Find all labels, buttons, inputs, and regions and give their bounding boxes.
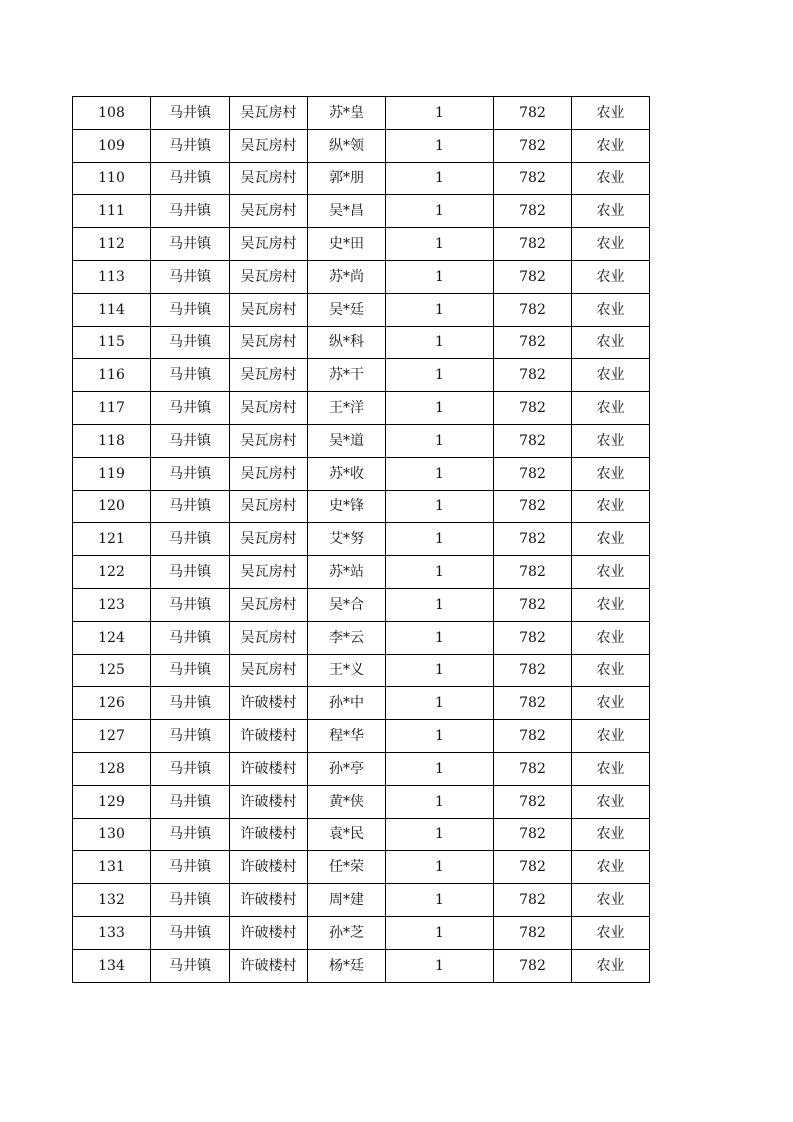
type-cell: 农业 (572, 752, 650, 785)
town-cell: 马井镇 (151, 97, 230, 130)
count-cell: 1 (386, 260, 494, 293)
amount-cell: 782 (494, 851, 572, 884)
town-cell: 马井镇 (151, 326, 230, 359)
name-cell: 黄*侠 (308, 785, 386, 818)
row-number-cell: 117 (73, 392, 151, 425)
town-cell: 马井镇 (151, 523, 230, 556)
table-row (73, 916, 650, 949)
town-cell: 马井镇 (151, 195, 230, 228)
table-row (73, 490, 650, 523)
amount-cell: 782 (494, 424, 572, 457)
village-cell: 吴瓦房村 (230, 228, 308, 261)
table-row (73, 523, 650, 556)
type-cell: 农业 (572, 392, 650, 425)
village-cell: 许破楼村 (230, 752, 308, 785)
town-cell: 马井镇 (151, 785, 230, 818)
type-cell: 农业 (572, 424, 650, 457)
count-cell: 1 (386, 457, 494, 490)
amount-cell: 782 (494, 752, 572, 785)
town-cell: 马井镇 (151, 293, 230, 326)
town-cell: 马井镇 (151, 884, 230, 917)
amount-cell: 782 (494, 392, 572, 425)
table-row (73, 97, 650, 130)
count-cell: 1 (386, 424, 494, 457)
amount-cell: 782 (494, 457, 572, 490)
town-cell: 马井镇 (151, 687, 230, 720)
type-cell: 农业 (572, 195, 650, 228)
name-cell: 吴*合 (308, 588, 386, 621)
amount-cell: 782 (494, 949, 572, 982)
count-cell: 1 (386, 588, 494, 621)
amount-cell: 782 (494, 293, 572, 326)
count-cell: 1 (386, 523, 494, 556)
row-number-cell: 132 (73, 884, 151, 917)
town-cell: 马井镇 (151, 392, 230, 425)
village-cell: 许破楼村 (230, 916, 308, 949)
table-row (73, 195, 650, 228)
row-number-cell: 130 (73, 818, 151, 851)
name-cell: 纵*科 (308, 326, 386, 359)
table-row (73, 457, 650, 490)
village-cell: 吴瓦房村 (230, 621, 308, 654)
type-cell: 农业 (572, 359, 650, 392)
document-page (72, 96, 650, 983)
table-row (73, 752, 650, 785)
town-cell: 马井镇 (151, 228, 230, 261)
table-row (73, 228, 650, 261)
village-cell: 吴瓦房村 (230, 556, 308, 589)
name-cell: 纵*领 (308, 129, 386, 162)
name-cell: 史*田 (308, 228, 386, 261)
amount-cell: 782 (494, 720, 572, 753)
table-row (73, 654, 650, 687)
name-cell: 孙*亭 (308, 752, 386, 785)
row-number-cell: 129 (73, 785, 151, 818)
name-cell: 王*洋 (308, 392, 386, 425)
amount-cell: 782 (494, 556, 572, 589)
village-cell: 吴瓦房村 (230, 654, 308, 687)
type-cell: 农业 (572, 851, 650, 884)
count-cell: 1 (386, 654, 494, 687)
count-cell: 1 (386, 97, 494, 130)
village-cell: 许破楼村 (230, 720, 308, 753)
count-cell: 1 (386, 228, 494, 261)
name-cell: 杨*廷 (308, 949, 386, 982)
amount-cell: 782 (494, 260, 572, 293)
count-cell: 1 (386, 556, 494, 589)
type-cell: 农业 (572, 818, 650, 851)
amount-cell: 782 (494, 916, 572, 949)
village-cell: 吴瓦房村 (230, 457, 308, 490)
town-cell: 马井镇 (151, 457, 230, 490)
village-cell: 吴瓦房村 (230, 588, 308, 621)
records-table (72, 96, 650, 983)
name-cell: 苏*尚 (308, 260, 386, 293)
amount-cell: 782 (494, 97, 572, 130)
name-cell: 王*义 (308, 654, 386, 687)
row-number-cell: 133 (73, 916, 151, 949)
type-cell: 农业 (572, 457, 650, 490)
amount-cell: 782 (494, 326, 572, 359)
town-cell: 马井镇 (151, 129, 230, 162)
row-number-cell: 113 (73, 260, 151, 293)
type-cell: 农业 (572, 916, 650, 949)
name-cell: 郭*朋 (308, 162, 386, 195)
row-number-cell: 115 (73, 326, 151, 359)
count-cell: 1 (386, 916, 494, 949)
table-row (73, 949, 650, 982)
row-number-cell: 134 (73, 949, 151, 982)
name-cell: 吴*昌 (308, 195, 386, 228)
amount-cell: 782 (494, 195, 572, 228)
count-cell: 1 (386, 720, 494, 753)
row-number-cell: 127 (73, 720, 151, 753)
name-cell: 吴*道 (308, 424, 386, 457)
amount-cell: 782 (494, 129, 572, 162)
name-cell: 程*华 (308, 720, 386, 753)
name-cell: 任*荣 (308, 851, 386, 884)
count-cell: 1 (386, 293, 494, 326)
row-number-cell: 126 (73, 687, 151, 720)
type-cell: 农业 (572, 97, 650, 130)
village-cell: 吴瓦房村 (230, 424, 308, 457)
count-cell: 1 (386, 949, 494, 982)
table-row (73, 720, 650, 753)
village-cell: 许破楼村 (230, 884, 308, 917)
count-cell: 1 (386, 195, 494, 228)
count-cell: 1 (386, 392, 494, 425)
village-cell: 吴瓦房村 (230, 523, 308, 556)
type-cell: 农业 (572, 490, 650, 523)
count-cell: 1 (386, 752, 494, 785)
row-number-cell: 125 (73, 654, 151, 687)
table-row (73, 260, 650, 293)
name-cell: 周*建 (308, 884, 386, 917)
town-cell: 马井镇 (151, 556, 230, 589)
type-cell: 农业 (572, 162, 650, 195)
name-cell: 袁*民 (308, 818, 386, 851)
table-row (73, 818, 650, 851)
town-cell: 马井镇 (151, 720, 230, 753)
row-number-cell: 116 (73, 359, 151, 392)
town-cell: 马井镇 (151, 851, 230, 884)
row-number-cell: 109 (73, 129, 151, 162)
table-body (73, 97, 650, 983)
row-number-cell: 111 (73, 195, 151, 228)
village-cell: 吴瓦房村 (230, 293, 308, 326)
row-number-cell: 122 (73, 556, 151, 589)
town-cell: 马井镇 (151, 490, 230, 523)
name-cell: 苏*皇 (308, 97, 386, 130)
name-cell: 吴*廷 (308, 293, 386, 326)
village-cell: 许破楼村 (230, 785, 308, 818)
table-row (73, 162, 650, 195)
row-number-cell: 119 (73, 457, 151, 490)
type-cell: 农业 (572, 949, 650, 982)
type-cell: 农业 (572, 326, 650, 359)
amount-cell: 782 (494, 162, 572, 195)
amount-cell: 782 (494, 228, 572, 261)
name-cell: 孙*芝 (308, 916, 386, 949)
table-row (73, 392, 650, 425)
type-cell: 农业 (572, 293, 650, 326)
town-cell: 马井镇 (151, 588, 230, 621)
town-cell: 马井镇 (151, 424, 230, 457)
count-cell: 1 (386, 359, 494, 392)
village-cell: 许破楼村 (230, 949, 308, 982)
village-cell: 吴瓦房村 (230, 359, 308, 392)
type-cell: 农业 (572, 621, 650, 654)
row-number-cell: 121 (73, 523, 151, 556)
name-cell: 孙*中 (308, 687, 386, 720)
village-cell: 吴瓦房村 (230, 97, 308, 130)
count-cell: 1 (386, 326, 494, 359)
row-number-cell: 120 (73, 490, 151, 523)
count-cell: 1 (386, 162, 494, 195)
type-cell: 农业 (572, 523, 650, 556)
count-cell: 1 (386, 490, 494, 523)
village-cell: 许破楼村 (230, 851, 308, 884)
type-cell: 农业 (572, 588, 650, 621)
name-cell: 苏*站 (308, 556, 386, 589)
amount-cell: 782 (494, 523, 572, 556)
table-row (73, 785, 650, 818)
count-cell: 1 (386, 851, 494, 884)
village-cell: 吴瓦房村 (230, 195, 308, 228)
village-cell: 许破楼村 (230, 687, 308, 720)
row-number-cell: 112 (73, 228, 151, 261)
row-number-cell: 118 (73, 424, 151, 457)
table-row (73, 621, 650, 654)
village-cell: 吴瓦房村 (230, 490, 308, 523)
village-cell: 许破楼村 (230, 818, 308, 851)
town-cell: 马井镇 (151, 162, 230, 195)
table-row (73, 556, 650, 589)
village-cell: 吴瓦房村 (230, 260, 308, 293)
village-cell: 吴瓦房村 (230, 162, 308, 195)
amount-cell: 782 (494, 785, 572, 818)
count-cell: 1 (386, 621, 494, 654)
town-cell: 马井镇 (151, 621, 230, 654)
count-cell: 1 (386, 129, 494, 162)
table-row (73, 326, 650, 359)
type-cell: 农业 (572, 654, 650, 687)
town-cell: 马井镇 (151, 654, 230, 687)
village-cell: 吴瓦房村 (230, 326, 308, 359)
row-number-cell: 131 (73, 851, 151, 884)
row-number-cell: 108 (73, 97, 151, 130)
amount-cell: 782 (494, 654, 572, 687)
amount-cell: 782 (494, 359, 572, 392)
name-cell: 史*锋 (308, 490, 386, 523)
type-cell: 农业 (572, 228, 650, 261)
amount-cell: 782 (494, 621, 572, 654)
count-cell: 1 (386, 818, 494, 851)
row-number-cell: 123 (73, 588, 151, 621)
type-cell: 农业 (572, 260, 650, 293)
type-cell: 农业 (572, 556, 650, 589)
row-number-cell: 124 (73, 621, 151, 654)
row-number-cell: 110 (73, 162, 151, 195)
table-row (73, 588, 650, 621)
count-cell: 1 (386, 884, 494, 917)
name-cell: 艾*努 (308, 523, 386, 556)
row-number-cell: 114 (73, 293, 151, 326)
row-number-cell: 128 (73, 752, 151, 785)
name-cell: 苏*收 (308, 457, 386, 490)
type-cell: 农业 (572, 687, 650, 720)
amount-cell: 782 (494, 884, 572, 917)
table-row (73, 851, 650, 884)
amount-cell: 782 (494, 490, 572, 523)
count-cell: 1 (386, 687, 494, 720)
town-cell: 马井镇 (151, 949, 230, 982)
count-cell: 1 (386, 785, 494, 818)
table-row (73, 687, 650, 720)
village-cell: 吴瓦房村 (230, 129, 308, 162)
name-cell: 李*云 (308, 621, 386, 654)
town-cell: 马井镇 (151, 916, 230, 949)
table-row (73, 359, 650, 392)
type-cell: 农业 (572, 129, 650, 162)
town-cell: 马井镇 (151, 818, 230, 851)
amount-cell: 782 (494, 687, 572, 720)
amount-cell: 782 (494, 818, 572, 851)
type-cell: 农业 (572, 884, 650, 917)
table-row (73, 293, 650, 326)
table-row (73, 129, 650, 162)
type-cell: 农业 (572, 785, 650, 818)
table-row (73, 884, 650, 917)
town-cell: 马井镇 (151, 752, 230, 785)
village-cell: 吴瓦房村 (230, 392, 308, 425)
town-cell: 马井镇 (151, 260, 230, 293)
name-cell: 苏*干 (308, 359, 386, 392)
type-cell: 农业 (572, 720, 650, 753)
amount-cell: 782 (494, 588, 572, 621)
table-row (73, 424, 650, 457)
town-cell: 马井镇 (151, 359, 230, 392)
